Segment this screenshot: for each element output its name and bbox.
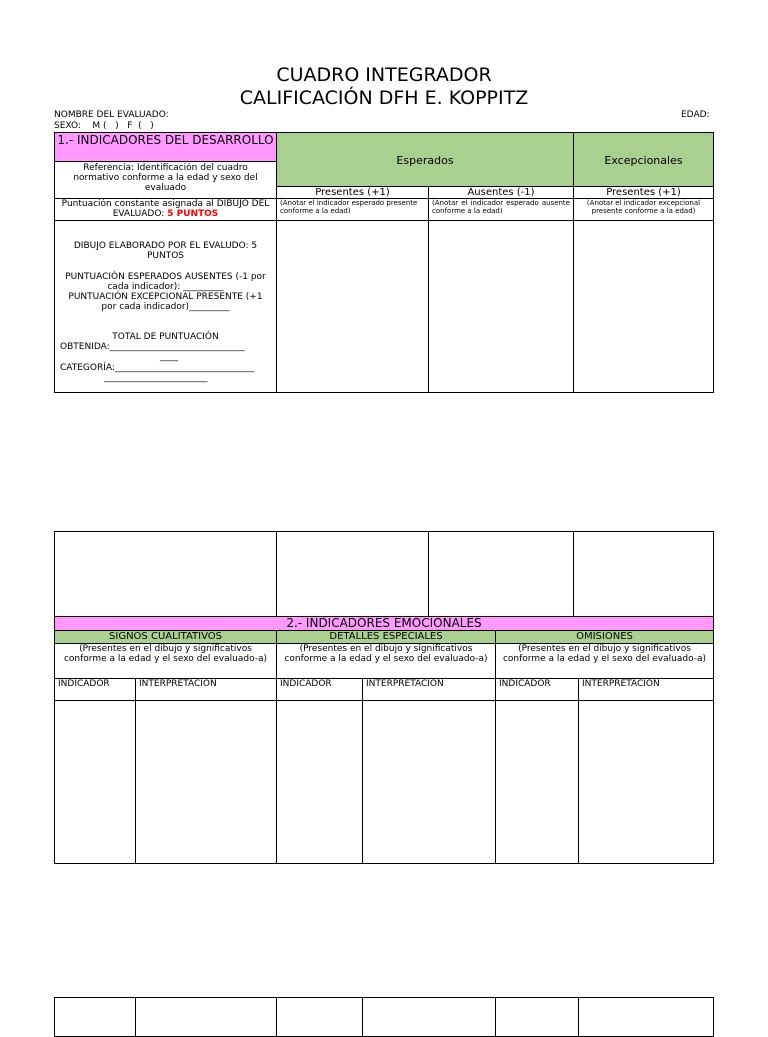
obtenida-line-cont: ____	[160, 352, 178, 362]
continuation2-cell-6[interactable]	[578, 997, 714, 1037]
interpretacion-header-2: INTERPRETACIÓN	[362, 678, 496, 701]
summary-cell	[54, 220, 277, 393]
detalles-header: DETALLES ESPECIALES	[276, 630, 496, 644]
section2-title: 2.- INDICADORES EMOCIONALES	[54, 616, 714, 631]
sexo-label: SEXO: M ( ) F ( )	[54, 121, 154, 131]
note-excepcional: (Anotar el indicador excepcional presente conforme a la edad)	[573, 198, 714, 221]
omisiones-interpretacion-entry[interactable]	[578, 700, 714, 864]
detalles-indicador-entry[interactable]	[276, 700, 363, 864]
continuation2-cell-2[interactable]	[135, 997, 277, 1037]
esperados-header: Esperados	[276, 132, 574, 187]
note-presentes: (Anotar el indicador esperado presente conforme a la edad)	[276, 198, 429, 221]
continuation-cell-3[interactable]	[428, 531, 574, 617]
edad-label: EDAD:	[681, 110, 710, 120]
interpretacion-header-1: INTERPRETACIÓN	[135, 678, 277, 701]
excepcional-presente-text: PUNTUACIÓN EXCEPCIONAL PRESENTE (+1 por cada indicador)_________	[68, 292, 263, 312]
document-title-line1: CUADRO INTEGRADOR	[276, 64, 492, 86]
puntuacion-value: 5 PUNTOS	[167, 209, 219, 219]
continuation-cell-4[interactable]	[573, 531, 714, 617]
presentes-header: Presentes (+1)	[276, 186, 429, 199]
esperados-ausentes-text: PUNTUACIÓN ESPERADOS AUSENTES (-1 por cada indicador): _________	[65, 272, 266, 292]
indicador-header-3: INDICADOR	[495, 678, 579, 701]
referencia-text: Referencia: Identificación del cuadro normativo conforme a la edad y sexo del evaluado	[54, 161, 277, 199]
continuation-cell-2[interactable]	[276, 531, 429, 617]
ausentes-header: Ausentes (-1)	[428, 186, 574, 199]
continuation2-cell-5[interactable]	[495, 997, 579, 1037]
ausentes-entry-cell[interactable]	[428, 220, 574, 393]
categoria-line-cont: _______________________	[104, 373, 208, 383]
omisiones-indicador-entry[interactable]	[495, 700, 579, 864]
continuation-cell-1[interactable]	[54, 531, 277, 617]
continuation2-cell-1[interactable]	[54, 997, 136, 1037]
document-title-line2: CALIFICACIÓN DFH E. KOPPITZ	[239, 87, 529, 109]
section1-title: 1.- INDICADORES DEL DESARROLLO	[54, 132, 277, 162]
presentes-entry-cell[interactable]	[276, 220, 429, 393]
total-label: TOTAL DE PUNTUACIÓN	[112, 332, 219, 342]
puntuacion-cell	[54, 198, 277, 221]
note-ausentes: (Anotar el indicador esperado ausente conforme a la edad)	[428, 198, 574, 221]
omisiones-desc: (Presentes en el dibujo y significativos conforme a la edad y el sexo del evaluado-a)	[495, 643, 714, 679]
signos-desc: (Presentes en el dibujo y significativos conforme a la edad y el sexo del evaluado-a)	[54, 643, 277, 679]
continuation2-cell-4[interactable]	[362, 997, 496, 1037]
excepcionales-header: Excepcionales	[573, 132, 714, 187]
detalles-desc: (Presentes en el dibujo y significativos conforme a la edad y el sexo del evaluado-a)	[276, 643, 496, 679]
nombre-label: NOMBRE DEL EVALUADO:	[54, 110, 169, 120]
signos-header: SIGNOS CUALITATIVOS	[54, 630, 277, 644]
indicador-header-2: INDICADOR	[276, 678, 363, 701]
detalles-interpretacion-entry[interactable]	[362, 700, 496, 864]
puntuacion-text: Puntuación constante asignada al DIBUJO DEL EVALUADO:	[61, 199, 270, 219]
excepcional-entry-cell[interactable]	[573, 220, 714, 393]
continuation2-cell-3[interactable]	[276, 997, 363, 1037]
dibujo-text: DIBUJO ELABORADO POR EL EVALUDO: 5 PUNTOS	[73, 241, 258, 261]
omisiones-header: OMISIONES	[495, 630, 714, 644]
presentes-excepcional-header: Presentes (+1)	[573, 186, 714, 199]
signos-interpretacion-entry[interactable]	[135, 700, 277, 864]
signos-indicador-entry[interactable]	[54, 700, 136, 864]
interpretacion-header-3: INTERPRETACIÓN	[578, 678, 714, 701]
obtenida-line: OBTENIDA:______________________________	[60, 342, 245, 352]
categoria-line: CATEGORÍA:_______________________________	[60, 363, 255, 373]
indicador-header-1: INDICADOR	[54, 678, 136, 701]
